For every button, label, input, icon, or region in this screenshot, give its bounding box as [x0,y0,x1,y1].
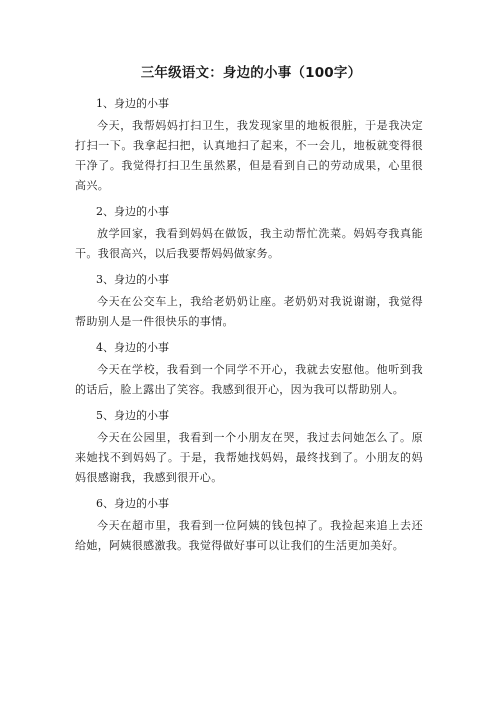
section-body: 今天在公园里，我看到一个小朋友在哭，我过去问她怎么了。原来她找不到妈妈了。于是，我帮她找妈妈，最终找到了。小朋友的妈妈很感谢我，我感到很开心。 [75,431,423,484]
section-body: 今天在学校，我看到一个同学不开心，我就去安慰他。他听到我的话后，脸上露出了笑容。我感到很开心，因为我可以帮助别人。 [75,363,423,396]
section-heading: 5、身边的小事 [96,409,169,422]
section-body: 今天在超市里，我看到一位阿姨的钱包掉了。我捡起来追上去还给她，阿姨很感激我。我觉得做好事可以让我们的生活更加美好。 [75,519,423,552]
section-2 [75,200,423,264]
section-1 [75,92,423,196]
section-4 [75,336,423,400]
section-body: 放学回家，我看到妈妈在做饭，我主动帮忙洗菜。妈妈夸我真能干。我很高兴，以后我要帮妈妈做家务。 [75,227,423,260]
section-3 [75,268,423,332]
section-5 [75,404,423,488]
section-6 [75,492,423,556]
section-body: 今天，我帮妈妈打扫卫生，我发现家里的地板很脏，于是我决定打扫一下。我拿起扫把，认真地扫了起来，不一会儿，地板就变得很干净了。我觉得打扫卫生虽然累，但是看到自己的劳动成果，心里很高兴。 [75,119,423,192]
section-body: 今天在公交车上，我给老奶奶让座。老奶奶对我说谢谢，我觉得帮助别人是一件很快乐的事情。 [75,295,423,328]
section-heading: 4、身边的小事 [96,341,169,354]
section-heading: 6、身边的小事 [96,497,169,510]
document-page [75,64,423,560]
document-title: 三年级语文：身边的小事（100字） [140,65,362,81]
section-heading: 1、身边的小事 [96,97,169,110]
section-heading: 2、身边的小事 [96,205,169,218]
section-heading: 3、身边的小事 [96,273,169,286]
